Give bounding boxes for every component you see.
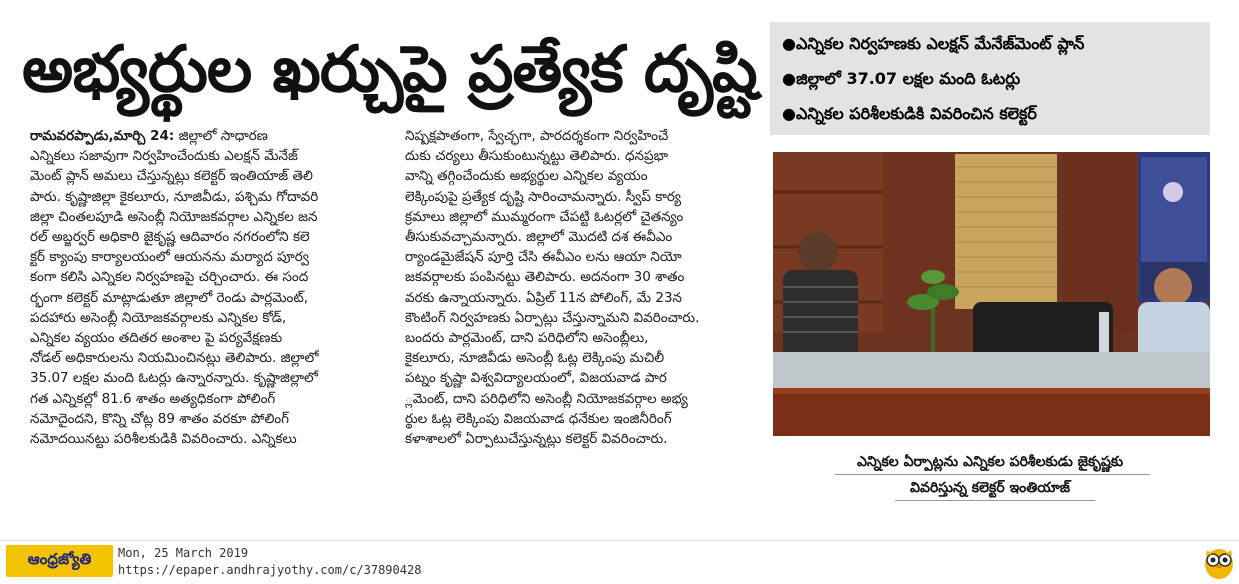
highlights-box [770, 22, 1210, 135]
news-photo [773, 152, 1210, 436]
article-line: వాన్ని తగ్గించేందుకు అభ్యర్థుల ఎన్నికల వ్యయం [405, 168, 648, 185]
caption-underline [895, 500, 1095, 501]
article-line: ర్యాండమైజేషన్ పూర్తి చేసి ఈవీఎం లను ఆయా నియో [405, 249, 682, 266]
headline: అభ్యర్థుల ఖర్చుపై ప్రత్యేక దృష్టి [22, 33, 757, 107]
article-line: కైకలూరు, నూజివీడు అసెంబ్లీ ఓట్ల లెక్కింపు మచిలీ [405, 350, 665, 367]
article-line: నమోదైందని, కొన్ని చోట్ల 89 శాతం వరకూ పోలింగ్ [30, 410, 289, 427]
article-line: కళాశాలలో ఏర్పాటుచేస్తున్నట్లు కలెక్టర్ వివరించారు. [405, 431, 668, 448]
dateline: రామవరప్పాడు,మార్చి 24: [30, 128, 175, 144]
article-line: జకవర్గాలకు పంపినట్టు తెలిపారు. అదనంగా 30 శాతం [405, 269, 685, 286]
article-column-2 [405, 126, 760, 449]
edition-url[interactable]: https://epaper.andhrajyothy.com/c/37890428 [118, 563, 422, 577]
article-line: మెంట్ ప్లాన్ అమలు చేస్తున్నట్లు కలెక్టర్ ఇంతియాజ్ తెలి [30, 168, 313, 185]
article-line: నిష్పక్షపాతంగా, స్వేచ్ఛగా, పారదర్శకంగా నిర్వహించే [405, 128, 669, 144]
article-line: వరకు ఉన్నాయన్నారు. ఏప్రిల్ 11న పోలింగ్, మే 23న [405, 289, 683, 306]
article-line: కంగా కలిసి ఎన్నికల నిర్వహణపై చర్చించారు. ఈ సంద [30, 269, 309, 286]
article-line: లెక్కింపుపై ప్రత్యేక దృష్టి సారించామన్నారు. స్వీప్ కార్య [405, 188, 682, 205]
photo-caption-line-2: వివరిస్తున్న కలెక్టర్ ఇంతియాజ్ [910, 480, 1070, 496]
article-line: నోడల్ అధికారులను నియమించినట్లు తెలిపారు. జిల్లాలో [30, 350, 319, 367]
article-line: రల్ అబ్జర్వర్ అధికారి జైకృష్ణ ఆదివారం నగరంలోని కలె [30, 229, 310, 246]
article-line: జిల్లా చింతలపూడి అసెంబ్లీ నియోజకవర్గాల ఎన్నికల జన [30, 208, 318, 225]
article-line: ర్థుల ఓట్ల లెక్కింపు విజయవాడ ధనేకుల ఇంజినీరింగ్ [405, 410, 672, 427]
owl-icon [1203, 544, 1235, 580]
article-line: కౌంటింగ్ నిర్వహణకు ఏర్పాట్లు చేస్తున్నామని వివరించారు. [405, 309, 700, 326]
article-line: ్లమెంట్, దాని పరిధిలోని అసెంబ్లీ నియోజకవర్గాల అభ్య [405, 390, 688, 407]
article-line: బందరు పార్లమెంట్, దాని పరిధిలోని అసెంబ్లీలు, [405, 330, 649, 347]
article-line: నమోదయినట్టు పరిశీలకుడికి వివరించారు. ఎన్నికలు [30, 431, 297, 448]
article-line: రామవరప్పాడు,మార్చి 24: జిల్లాలో సాధారణ [30, 128, 268, 144]
caption-underline [835, 474, 1150, 475]
article-line: పట్నం కృష్ణా విశ్వవిద్యాలయంలో, విజయవాడ పార [405, 370, 667, 387]
article-line: ఎన్నికల వ్యయం తదితర అంశాల పై పర్యవేక్షణకు [30, 330, 283, 347]
article-line: ఎన్నికలు సజావుగా నిర్వహించేందుకు ఎలక్షన్ మేనేజ్ [30, 148, 298, 165]
article-line: 35.07 లక్షల మంది ఓటర్లు ఉన్నారన్నారు. కృష్ణాజిల్లాలో [30, 370, 318, 387]
publication-logo[interactable]: ఆంధ్రజ్యోతి [6, 545, 113, 577]
highlight-item: ●జిల్లాలో 37.07 లక్షల మంది ఓటర్లు [782, 69, 1021, 88]
article-line: పారు. కృష్ణాజిల్లా కైకలూరు, నూజివీడు, పశ్చిమ గోదావరి [30, 188, 319, 205]
article-line: క్రమాలు జిల్లాలో ముమ్మరంగా చేపట్టి ఓటర్లలో చైతన్యం [405, 208, 684, 225]
article-line: క్టర్ క్యాంపు కార్యాలయంలో ఆయనను మర్యాద పూర్వ [30, 249, 309, 266]
highlight-item: ●ఎన్నికల నిర్వహణకు ఎలక్షన్ మేనేజ్‌మెంట్ ప్లాన్ [782, 34, 1085, 53]
photo-caption-line-1: ఎన్నికల ఏర్పాట్లను ఎన్నికల పరిశీలకుడు జైకృష్ణకు [856, 454, 1124, 470]
edition-date: Mon, 25 March 2019 [118, 546, 249, 560]
article-line: ర్భంగా కలెక్టర్ మాట్లాడుతూ జిల్లాలో రెండు పార్లమెంట్, [30, 289, 309, 306]
article-line: గత ఎన్నికల్లో 81.6 శాతం అత్యధికంగా పోలింగ్ [30, 390, 276, 407]
article-line: పదహారు అసెంబ్లీ నియోజకవర్గాలకు ఎన్నికల కోడ్, [30, 309, 287, 326]
article-column-1 [30, 126, 400, 449]
highlight-item: ●ఎన్నికల పరిశీలకుడికి వివరించిన కలెక్టర్ [782, 104, 1037, 123]
article-line: దుకు చర్యలు తీసుకుంటున్నట్టు తెలిపారు. ధనప్రభా [405, 148, 669, 165]
article-line: తీసుకువచ్చామన్నారు. జిల్లాలో మొదటి దశ ఈవీఎం [405, 229, 673, 246]
